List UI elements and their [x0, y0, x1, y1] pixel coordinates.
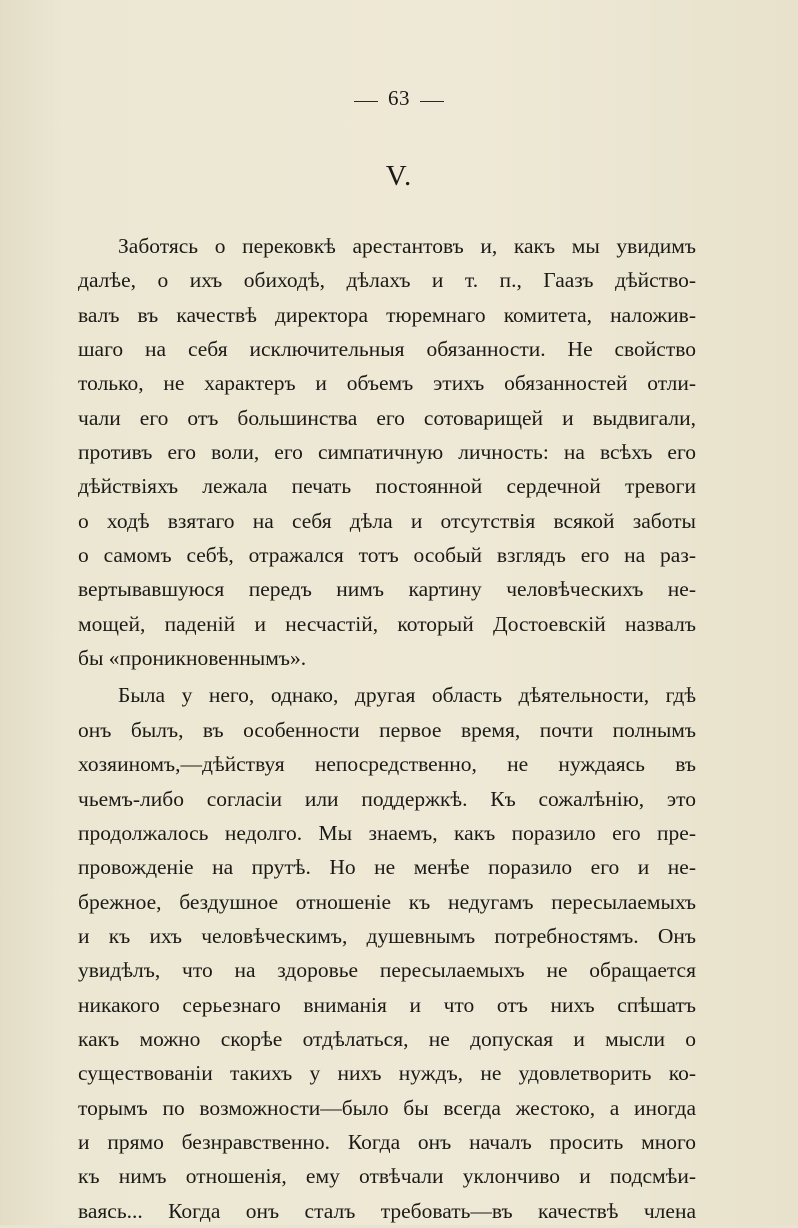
text-line: шаго на себя исключительныя обязанности. Не свойство	[78, 337, 696, 362]
text-line: чьемъ-либо согласіи или поддержкѣ. Къ сожалѣнію, это	[78, 786, 696, 811]
text-line: какъ можно скорѣе отдѣлаться, не допуская и мысли о	[78, 1026, 696, 1051]
text-line: далѣе, о ихъ обиходѣ, дѣлахъ и т. п., Гаазъ дѣйство-	[78, 268, 696, 293]
text-line: мощей, паденій и несчастій, который Достоевскій назвалъ	[78, 611, 696, 636]
text-line: только, не характеръ и объемъ этихъ обязанностей отли-	[78, 371, 696, 396]
text-line: бы «проникновеннымъ».	[78, 646, 307, 671]
text-line: Была у него, однако, другая область дѣятельности, гдѣ	[118, 683, 696, 708]
text-line: провожденіе на прутѣ. Но не менѣе поразило его и не-	[78, 855, 696, 880]
text-line: онъ былъ, въ особенности первое время, почти полнымъ	[78, 717, 696, 742]
text-line: о самомъ себѣ, отражался тотъ особый взглядъ его на раз-	[78, 543, 696, 568]
paragraph-2	[78, 678, 696, 1228]
text-line: хозяиномъ,—дѣйствуя непосредственно, не нуждаясь въ	[78, 752, 696, 777]
text-line: противъ его воли, его симпатичную личность: на всѣхъ его	[78, 440, 696, 465]
body-text	[78, 229, 696, 1228]
chapter-heading: V.	[385, 160, 413, 192]
text-line: дѣйствіяхъ лежала печать постоянной сердечной тревоги	[78, 474, 696, 499]
text-line: и къ ихъ человѣческимъ, душевнымъ потребностямъ. Онъ	[78, 923, 696, 948]
text-line: никакого серьезнаго вниманія и что отъ нихъ спѣшатъ	[78, 992, 696, 1017]
text-line: валъ въ качествѣ директора тюремнаго комитета, наложив-	[78, 302, 696, 327]
text-line: Заботясь о перековкѣ арестантовъ и, какъ мы увидимъ	[118, 234, 696, 258]
text-line: вертывавшуюся передъ нимъ картину человѣческихъ не-	[78, 577, 696, 602]
text-line: увидѣлъ, что на здоровье пересылаемыхъ не обращается	[78, 958, 696, 983]
page-number-dash-right	[420, 101, 444, 102]
page-number-dash-left	[354, 101, 378, 102]
text-line: существованіи такихъ у нихъ нуждъ, не удовлетворить ко-	[78, 1061, 696, 1086]
page-number-value: 63	[388, 86, 410, 110]
text-line: торымъ по возможности—было бы всегда жестоко, а иногда	[78, 1095, 696, 1120]
paragraph-1	[78, 229, 696, 675]
text-line: къ нимъ отношенія, ему отвѣчали уклончиво и подсмѣи-	[78, 1164, 696, 1189]
text-line: продолжалось недолго. Мы знаемъ, какъ поразило его пре-	[78, 820, 696, 845]
page-number	[0, 86, 798, 111]
text-line: о ходѣ взятаго на себя дѣла и отсутствія всякой заботы	[78, 508, 696, 533]
text-line: брежное, бездушное отношеніе къ недугамъ пересылаемыхъ	[78, 889, 696, 914]
text-line: чали его отъ большинства его сотоварищей и выдвигали,	[78, 405, 696, 430]
text-line: ваясь... Когда онъ сталъ требовать—въ качествѣ члена	[78, 1198, 696, 1223]
text-line: и прямо безнравственно. Когда онъ началъ просить много	[78, 1129, 696, 1154]
